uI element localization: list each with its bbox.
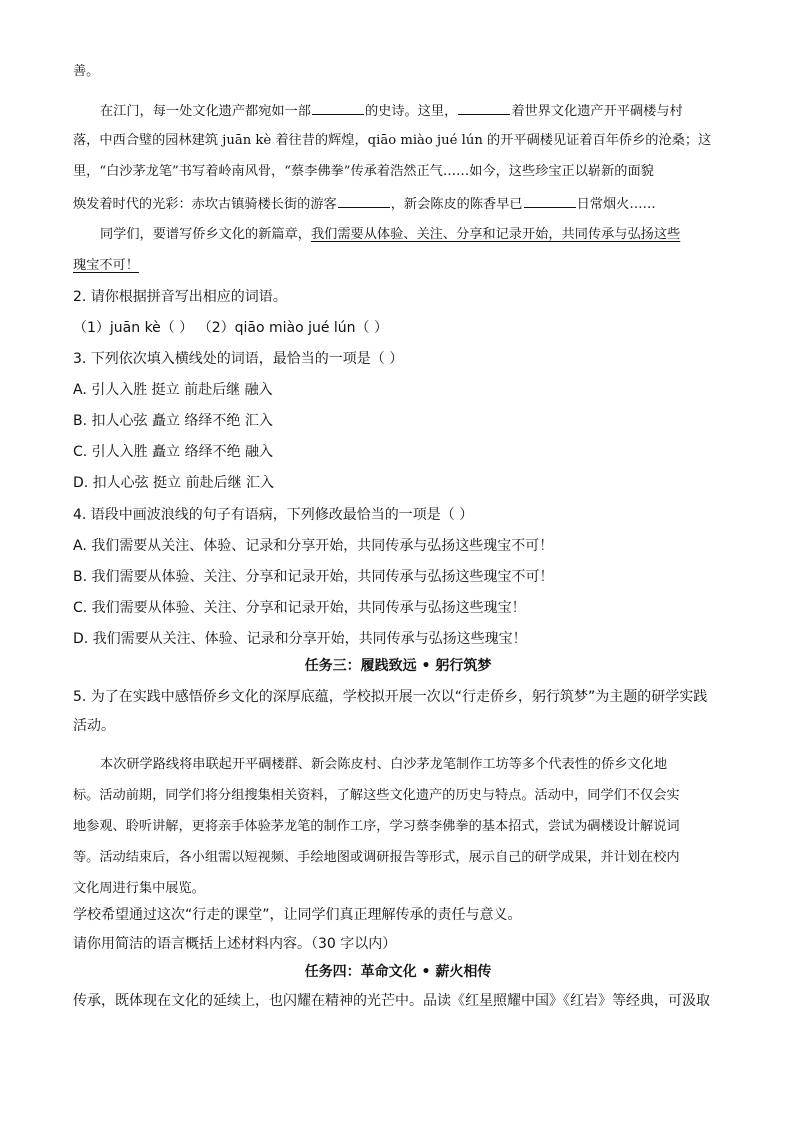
question-5-stem: 活动。 (73, 718, 115, 734)
question-3-option-a[interactable]: A. 引人入胜 挺立 前赴后继 融入 (73, 382, 273, 398)
text-segment: 同学们，要谱写侨乡文化的新篇章， (100, 227, 311, 242)
text-segment: 的史诗。这里， (365, 104, 458, 119)
answer-blank[interactable] (458, 100, 510, 115)
material-line: 本次研学路线将串联起开平碉楼群、新会陈皮村、白沙茅龙笔制作工坊等多个代表性的侨乡文化地 (100, 757, 668, 772)
question-4-option-b[interactable]: B. 我们需要从体验、关注、分享和记录开始，共同传承与弘扬这些瑰宝不可！ (73, 569, 554, 585)
text-segment: 日常烟火…… (576, 197, 656, 212)
material-line: 落，中西合璧的园林建筑 juān kè 着往昔的辉煌，qiāo miào jué lún 的开平碉楼见证着百年侨乡的沧桑；这 (73, 133, 712, 148)
question-2-items: （1）juān kè（ ） （2）qiāo miào jué lún（ ） (73, 320, 389, 336)
question-5-text: 学校希望通过这次“行走的课堂”，让同学们真正理解传承的责任与意义。 (73, 907, 522, 923)
wavy-underlined-sentence: 我们需要从体验、关注、分享和记录开始，共同传承与弘扬这些 (311, 227, 681, 242)
text-segment: ，新会陈皮的陈香早已 (390, 197, 523, 212)
material-line: 文化周进行集中展览。 (73, 881, 205, 896)
material-line (73, 193, 723, 215)
question-4-option-d[interactable]: D. 我们需要从关注、体验、记录和分享开始，共同传承与弘扬这些瑰宝！ (73, 631, 527, 647)
text-segment: 着世界文化遗产开平碉楼与村 (511, 104, 683, 119)
material-line: 标。活动前期，同学们将分组搜集相关资料，了解这些文化遗产的历史与特点。活动中，同学们不仅会实 (73, 788, 680, 803)
material-line: 善。 (73, 64, 100, 79)
material-line: 里，“白沙茅龙笔”书写着岭南风骨，“蔡李佛拳”传承着浩然正气……如今，这些珍宝正以崭新的面貌 (73, 164, 654, 179)
question-5-stem: 5. 为了在实践中感悟侨乡文化的深厚底蕴，学校拟开展一次以“行走侨乡，躬行筑梦”为主题的研学实践 (73, 689, 708, 705)
question-3-option-c[interactable]: C. 引人入胜 矗立 络绎不绝 融入 (73, 444, 274, 460)
question-4-stem: 4. 语段中画波浪线的句子有语病，下列修改最恰当的一项是（ ） (73, 507, 474, 523)
section-title-task-3: 任务三：履践致远 • 躬行筑梦 (304, 658, 492, 674)
wavy-underlined-sentence: 瑰宝不可！ (73, 258, 139, 273)
material-line (100, 225, 723, 245)
question-2-stem: 2. 请你根据拼音写出相应的词语。 (73, 289, 287, 305)
section-title-task-4: 任务四：革命文化 • 薪火相传 (304, 964, 492, 980)
question-5-prompt: 请你用简洁的语言概括上述材料内容。（30 字以内） (73, 936, 397, 952)
answer-blank[interactable] (338, 193, 390, 208)
material-line (73, 256, 723, 276)
task-4-intro: 传承，既体现在文化的延续上，也闪耀在精神的光芒中。品读《红星照耀中国》《红岩》等经典，可汲取 (73, 993, 710, 1009)
material-line: 地参观、聆听讲解，更将亲手体验茅龙笔的制作工序，学习蔡李佛拳的基本招式，尝试为碉楼设计解说词 (73, 819, 680, 834)
text-segment: 焕发着时代的光彩：赤坎古镇骑楼长街的游客 (73, 197, 337, 212)
question-3-stem: 3. 下列依次填入横线处的词语，最恰当的一项是（ ） (73, 351, 404, 367)
question-4-option-a[interactable]: A. 我们需要从关注、体验、记录和分享开始，共同传承与弘扬这些瑰宝不可！ (73, 538, 554, 554)
material-line (100, 100, 723, 122)
answer-blank[interactable] (312, 100, 364, 115)
question-3-option-d[interactable]: D. 扣人心弦 挺立 前赴后继 汇入 (73, 475, 275, 491)
answer-blank[interactable] (524, 193, 576, 208)
question-3-option-b[interactable]: B. 扣人心弦 矗立 络绎不绝 汇入 (73, 413, 273, 429)
question-4-option-c[interactable]: C. 我们需要从体验、关注、分享和记录开始，共同传承与弘扬这些瑰宝！ (73, 600, 526, 616)
material-line: 等。活动结束后，各小组需以短视频、手绘地图或调研报告等形式，展示自己的研学成果，并计划在校内 (73, 850, 680, 865)
text-segment: 在江门，每一处文化遗产都宛如一部 (100, 104, 311, 119)
